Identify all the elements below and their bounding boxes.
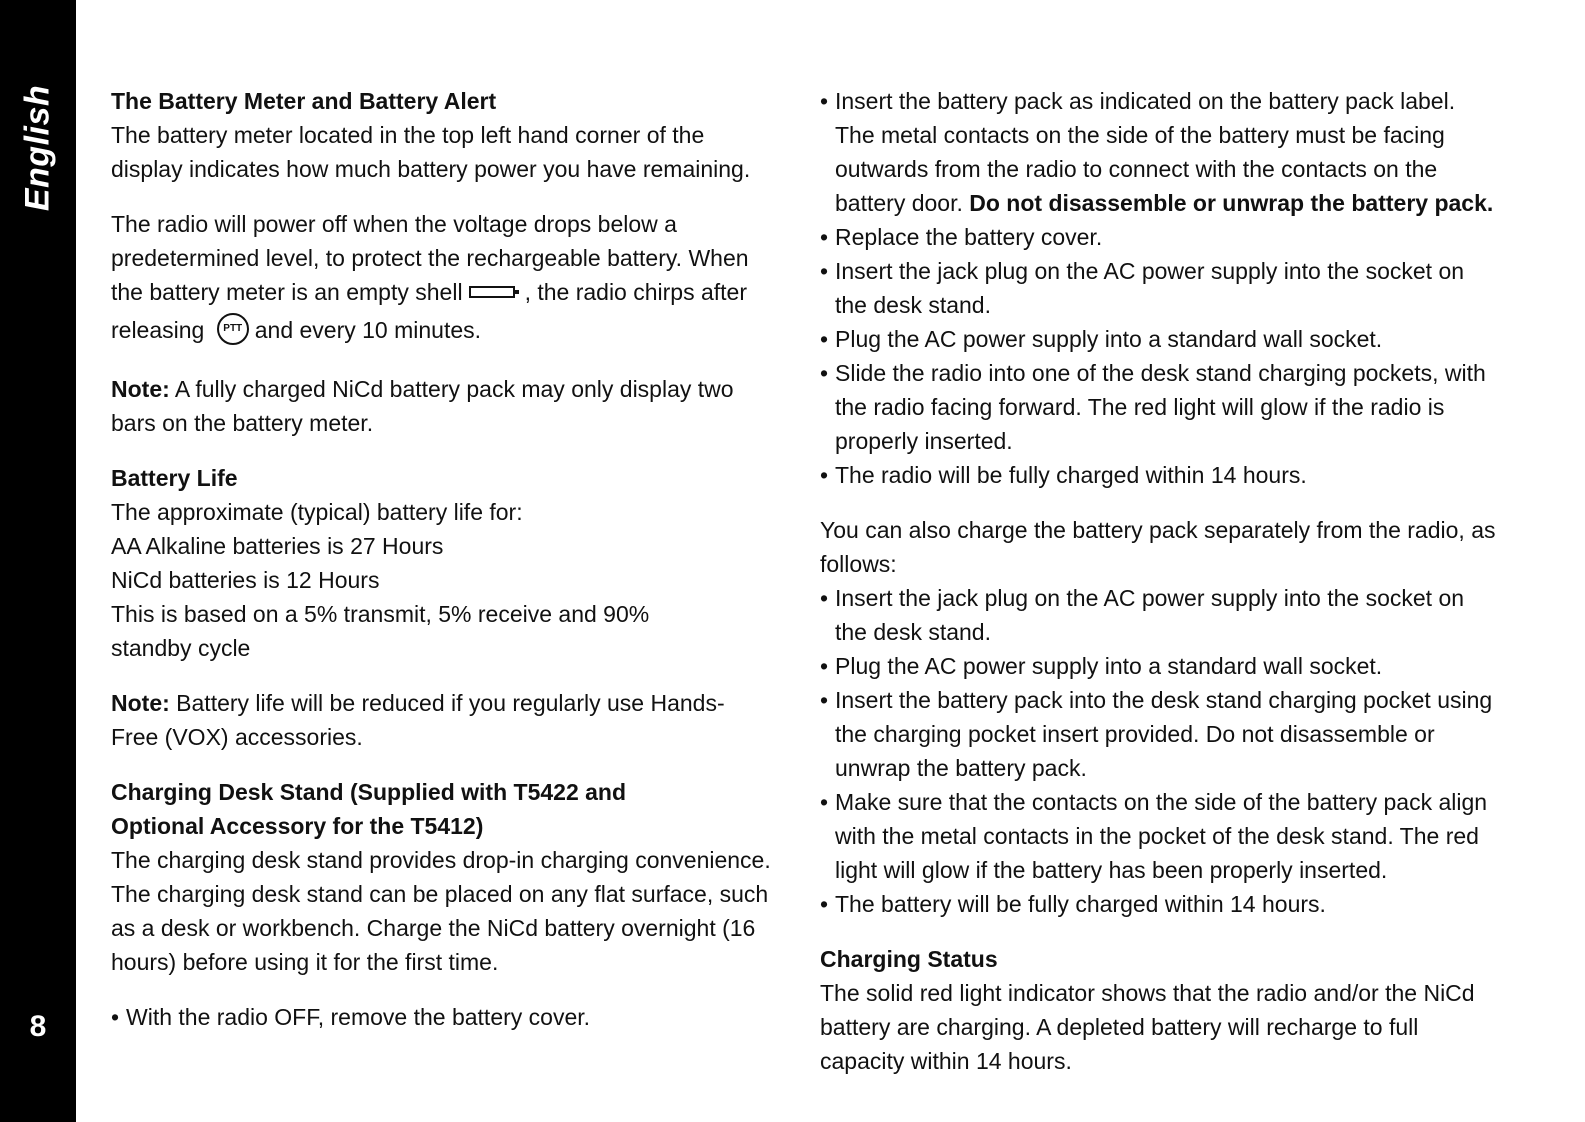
battery-meter-section — [111, 84, 771, 440]
battery-life-line: AA Alkaline batteries is 27 Hours — [111, 533, 444, 559]
list-item: • Insert the battery pack into the desk stand charging pocket using the charging pocket insert provided. Do not disassemble or unwrap the battery pack. — [820, 683, 1500, 785]
battery-meter-note — [111, 372, 771, 440]
list-item: • Replace the battery cover. — [820, 220, 1500, 254]
separate-charge-steps — [820, 581, 1500, 921]
separate-charge-intro: You can also charge the battery pack separately from the radio, as follows: — [820, 517, 1496, 577]
left-column — [111, 84, 771, 1034]
power-off-text-1: The radio will power off when the voltage drops below a predetermined level, to protect the rechargeable battery. When the battery meter is an empty shell — [111, 211, 749, 306]
page-number: 8 — [29, 1010, 47, 1043]
warning-text: Do not disassemble or unwrap the battery pack. — [969, 190, 1494, 216]
power-off-paragraph — [111, 207, 771, 351]
battery-life-section — [111, 461, 771, 754]
desk-stand-steps — [111, 1000, 771, 1034]
list-item: • With the radio OFF, remove the battery cover. — [111, 1000, 771, 1034]
note-label: Note: — [111, 376, 170, 402]
battery-life-line: This is based on a 5% transmit, 5% receive and 90% standby cycle — [111, 601, 650, 661]
list-item: • The radio will be fully charged within 14 hours. — [820, 458, 1500, 492]
charging-desk-stand-paragraph: The charging desk stand provides drop-in charging convenience. The charging desk stand can be placed on any flat surface, such as a desk or workbench. Charge the NiCd battery overnight (16 hours) before using it for the first time. — [111, 847, 771, 975]
charging-status-section — [820, 942, 1500, 1078]
battery-meter-heading: The Battery Meter and Battery Alert — [111, 88, 497, 114]
list-item: • Make sure that the contacts on the side of the battery pack align with the metal contacts in the pocket of the desk stand. The red light will glow if the battery has been properly inserted. — [820, 785, 1500, 887]
language-label: English — [18, 84, 57, 212]
desk-stand-steps-continued — [820, 84, 1500, 492]
charging-status-paragraph: The solid red light indicator shows that the radio and/or the NiCd battery are charging. A depleted battery will recharge to full capacity within 14 hours. — [820, 980, 1475, 1074]
power-off-text-3: and every 10 minutes. — [254, 317, 482, 344]
empty-battery-icon — [469, 275, 521, 309]
list-item: • Insert the jack plug on the AC power supply into the socket on the desk stand. — [820, 581, 1500, 649]
list-item: • Insert the jack plug on the AC power supply into the socket on the desk stand. — [820, 254, 1500, 322]
battery-life-details — [111, 495, 771, 665]
note-text: A fully charged NiCd battery pack may only display two bars on the battery meter. — [111, 376, 734, 436]
separate-charge-section — [820, 513, 1500, 921]
list-item: • The battery will be fully charged within 14 hours. — [820, 887, 1500, 921]
charging-desk-stand-heading: Charging Desk Stand (Supplied with T5422 and Optional Accessory for the T5412) — [111, 779, 627, 839]
right-column — [820, 84, 1500, 1078]
battery-life-line: The approximate (typical) battery life for: — [111, 499, 523, 525]
language-sidebar — [0, 0, 76, 1122]
battery-life-heading: Battery Life — [111, 465, 238, 491]
battery-meter-paragraph: The battery meter located in the top left hand corner of the display indicates how much battery power you have remaining. — [111, 122, 751, 182]
charging-desk-stand-section — [111, 775, 771, 1034]
battery-life-line: NiCd batteries is 12 Hours — [111, 567, 380, 593]
list-item-text: Insert the battery pack as indicated on the battery pack label. The metal contacts on the side of the battery must be facing outwards from the radio to connect with the contacts on the battery door. — [835, 88, 1456, 216]
list-item — [820, 84, 1500, 220]
charging-status-heading: Charging Status — [820, 946, 998, 972]
note-text: Battery life will be reduced if you regularly use Hands-Free (VOX) accessories. — [111, 690, 725, 750]
list-item: • Plug the AC power supply into a standard wall socket. — [820, 649, 1500, 683]
list-item: • Plug the AC power supply into a standard wall socket. — [820, 322, 1500, 356]
list-item: • Slide the radio into one of the desk stand charging pockets, with the radio facing forward. The red light will glow if the radio is properly inserted. — [820, 356, 1500, 458]
battery-life-note — [111, 686, 771, 754]
power-off-text-2: , the radio chirps after releasing — [111, 279, 748, 344]
note-label: Note: — [111, 690, 170, 716]
ptt-button-icon: PTT — [217, 313, 249, 345]
